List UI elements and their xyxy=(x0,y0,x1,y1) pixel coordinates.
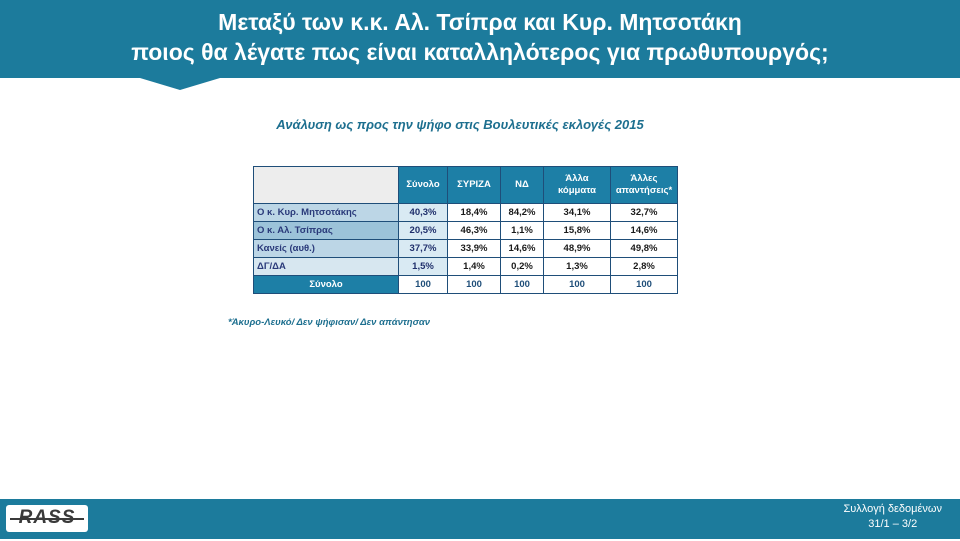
col-header-other-answers-line1: Άλλες xyxy=(630,173,658,184)
table-cell: 32,7% xyxy=(611,204,678,222)
table-cell: 18,4% xyxy=(448,204,501,222)
table-header-row xyxy=(254,167,678,204)
table-total-row xyxy=(254,276,678,294)
logo-text: RASS xyxy=(18,507,76,528)
footnote: *Άκυρο-Λευκό/ Δεν ψήφισαν/ Δεν απάντησαν xyxy=(228,317,431,328)
row-label: Ο κ. Κυρ. Μητσοτάκης xyxy=(254,204,399,222)
col-header-other-parties xyxy=(544,167,611,204)
table-cell: 84,2% xyxy=(501,204,544,222)
title-line-2: ποιος θα λέγατε πως είναι καταλληλότερος για πρωθυπουργός; xyxy=(131,39,829,65)
table-cell: 15,8% xyxy=(544,222,611,240)
title-line-1: Μεταξύ των κ.κ. Αλ. Τσίπρα και Κυρ. Μητσοτάκη xyxy=(218,9,742,35)
table-row xyxy=(254,204,678,222)
col-header-other-answers-line2: απαντήσεις* xyxy=(615,185,673,196)
collection-label: Συλλογή δεδομένων xyxy=(843,503,942,515)
table-corner xyxy=(254,167,399,204)
table-cell: 100 xyxy=(501,276,544,294)
table-cell: 34,1% xyxy=(544,204,611,222)
table-cell: 1,3% xyxy=(544,258,611,276)
table-cell: 100 xyxy=(611,276,678,294)
table-cell: 2,8% xyxy=(611,258,678,276)
footer-bar xyxy=(0,499,960,539)
col-header-other-parties-line1: Άλλα xyxy=(565,173,589,184)
table-cell: 33,9% xyxy=(448,240,501,258)
header-bar xyxy=(0,0,960,78)
table-row xyxy=(254,222,678,240)
row-label: ΔΓ/ΔΑ xyxy=(254,258,399,276)
table-cell: 14,6% xyxy=(611,222,678,240)
table-cell: 40,3% xyxy=(399,204,448,222)
table-row xyxy=(254,240,678,258)
results-table xyxy=(253,166,678,294)
collection-dates: 31/1 – 3/2 xyxy=(868,518,918,530)
col-header-syriza: ΣΥΡΙΖΑ xyxy=(448,167,501,204)
header-notch xyxy=(140,78,220,90)
row-label: Ο κ. Αλ. Τσίπρας xyxy=(254,222,399,240)
col-header-total: Σύνολο xyxy=(399,167,448,204)
table-row xyxy=(254,258,678,276)
table-cell: 100 xyxy=(399,276,448,294)
table-cell: 100 xyxy=(448,276,501,294)
table-cell: 37,7% xyxy=(399,240,448,258)
total-row-label: Σύνολο xyxy=(254,276,399,294)
col-header-other-parties-line2: κόμματα xyxy=(557,185,597,196)
table-cell: 1,1% xyxy=(501,222,544,240)
table-cell: 1,4% xyxy=(448,258,501,276)
row-label: Κανείς (αυθ.) xyxy=(254,240,399,258)
table-cell: 46,3% xyxy=(448,222,501,240)
table-cell: 14,6% xyxy=(501,240,544,258)
col-header-other-answers xyxy=(611,167,678,204)
rass-logo xyxy=(6,505,88,532)
table-cell: 20,5% xyxy=(399,222,448,240)
table-cell: 1,5% xyxy=(399,258,448,276)
table-cell: 0,2% xyxy=(501,258,544,276)
table-cell: 49,8% xyxy=(611,240,678,258)
table-cell: 48,9% xyxy=(544,240,611,258)
table-cell: 100 xyxy=(544,276,611,294)
col-header-nd: ΝΔ xyxy=(501,167,544,204)
table-subtitle: Ανάλυση ως προς την ψήφο στις Βουλευτικές εκλογές 2015 xyxy=(276,117,644,132)
data-collection-info xyxy=(843,502,942,532)
